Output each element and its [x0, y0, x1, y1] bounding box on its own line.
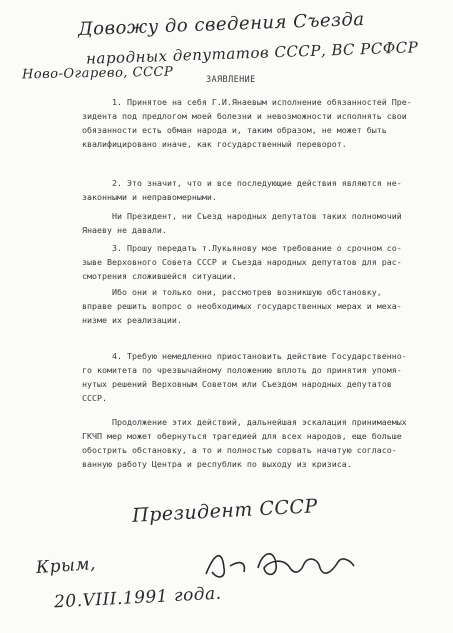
- document-line: обострить обстановку, а то и полностью сорвать начатую согласо-: [82, 445, 397, 455]
- document-line: квалифицировано иначе, как государственный переворот.: [82, 139, 347, 149]
- document-line: ванную работу Центра и республик по выходу из кризиса.: [82, 459, 352, 469]
- document-line: нутых решений Верховным Советом или Съездом народных депутатов: [82, 379, 392, 389]
- document-line: смотрения сложившейся ситуации.: [82, 271, 237, 281]
- document-line: СССР.: [82, 393, 107, 403]
- document-line: зыве Верховного Совета СССР и Съезда народных депутатов для рас-: [82, 257, 402, 267]
- document-line: обязанности есть обман народа и, таким образом, не может быть: [82, 125, 387, 135]
- document-line: низме их реализации.: [82, 315, 182, 325]
- handwritten-annotation-line2: народных депутатов СССР, ВС РСФСР: [85, 38, 419, 68]
- document-line: Ибо они и только они, рассмотрев возникшую обстановку,: [112, 287, 382, 297]
- document-line: Ни Президент, ни Съезд народных депутатов таких полномочий: [112, 211, 402, 221]
- document-line: зидента под предлогом моей болезни и невозможности исполнять свои: [82, 111, 407, 121]
- handwritten-annotation-line1: Довожу до сведения Съезда: [77, 9, 365, 40]
- signature-position: Президент СССР: [131, 495, 319, 527]
- document-line: ГКЧП мер может обернуться трагедией для всех народов, еще больше: [82, 431, 402, 441]
- signature-scribble: [200, 538, 360, 588]
- document-line: го комитета по чрезвычайному положению вплоть до принятия упомя-: [82, 365, 402, 375]
- document-title: ЗАЯВЛЕНИЕ: [206, 75, 256, 85]
- signature-place: Крым,: [35, 553, 97, 579]
- document-line: 2. Это значит, что и все последующие действия являются не-: [112, 178, 402, 188]
- document-line: вправе решить вопрос о необходимых государственных мерах и меха-: [82, 301, 402, 311]
- document-line: 4. Требую немедленно приостановить действие Государственно-: [112, 351, 407, 361]
- document-line: законными и неправомерными.: [82, 192, 217, 202]
- document-line: 1. Принятое на себя Г.И.Янаевым исполнение обязанностей Пре-: [112, 97, 412, 107]
- document-line: Янаеву не давали.: [82, 225, 167, 235]
- document-line: 3. Прошу передать т.Лукьянову мое требование о срочном со-: [112, 243, 402, 253]
- signature-date: 20.VIII.1991 года.: [53, 583, 223, 613]
- handwritten-annotation-line3: Ново-Огарево, СССР: [21, 64, 174, 83]
- document-line: Продолжение этих действий, дальнейшая эскалация принимаемых: [112, 417, 407, 427]
